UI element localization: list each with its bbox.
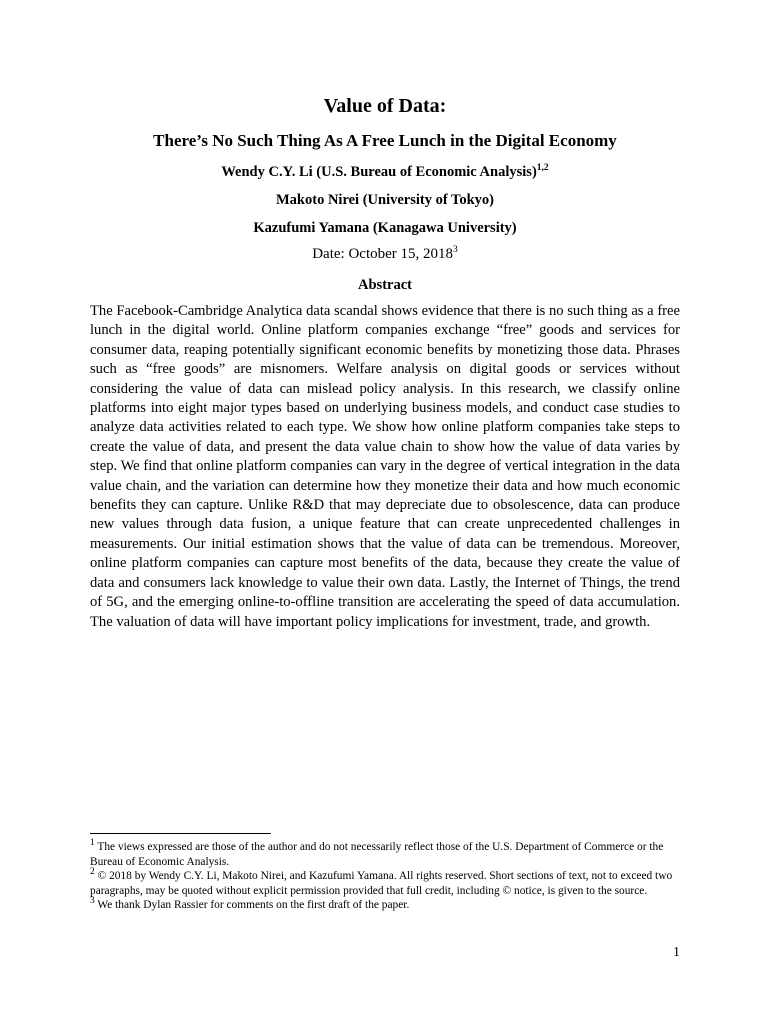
abstract-heading: Abstract	[358, 277, 412, 293]
page-number: 1	[673, 945, 680, 960]
footnote-text-2: © 2018 by Wendy C.Y. Li, Makoto Nirei, and Kazufumi Yamana. All rights reserved. Short sections of text, not to exceed two paragraphs, may be quoted without explicit permission provided that full credit, including © notice, is given to the source.	[90, 870, 673, 897]
footnote-1	[90, 840, 680, 869]
author-name-2: Makoto Nirei (University of Tokyo)	[275, 192, 495, 208]
abstract-body: The Facebook-Cambridge Analytica data scandal shows evidence that there is no such thing as a free lunch in the digital world. Online platform companies exchange “free” goods and services for consumer data, reaping potentially significant economic benefits by monetizing those data. Phrases such as “free goods” are misnomers. Welfare analysis on digital goods or services without considering the value of data can mislead policy analysis. In this research, we classify online platforms into eight major types based on underlying business models, and conduct case studies to analyze data activities related to each type. We show how online platform companies take steps to create the value of data, and present the data value chain to show how the value of data varies by step. We find that online platform companies can vary in the degree of vertical integration in the data value chain, and the variation can determine how they monetize their data and how much economic benefits they can capture. Unlike R&D that may depreciate due to obsolescence, data can produce new values through data fusion, a unique feature that can create unprecedented challenges in measurements. Our initial estimation shows that the value of data can be tremendous. Moreover, online platform companies can capture most benefits of the data, because they create the value of data and consumers lack knowledge to value their own data. Lastly, the Internet of Things, the trend of 5G, and the emerging online-to-offline transition are accelerating the speed of data accumulation. The valuation of data will have important policy implications for investment, trade, and growth.	[90, 303, 680, 630]
author-line-2	[0, 190, 770, 210]
footnote-separator	[90, 833, 271, 834]
date-text: Date: October 15, 2018	[312, 246, 454, 262]
footnotes	[90, 840, 680, 913]
footnote-2	[90, 869, 680, 898]
author-footnote-mark-1: 1,2	[536, 163, 549, 174]
footnote-mark-1: 1	[90, 838, 95, 849]
footnote-mark-3: 3	[90, 896, 95, 907]
author-line-3	[0, 218, 770, 238]
footnote-mark-2: 2	[90, 867, 95, 878]
date-footnote-mark: 3	[453, 245, 458, 255]
author-name-1: Wendy C.Y. Li (U.S. Bureau of Economic Analysis)	[221, 164, 537, 180]
author-line-1	[0, 162, 770, 182]
paper-subtitle: There’s No Such Thing As A Free Lunch in the Digital Economy	[153, 131, 617, 150]
author-name-3: Kazufumi Yamana (Kanagawa University)	[253, 220, 517, 236]
paper-title: Value of Data:	[323, 95, 447, 117]
paper-date	[0, 244, 770, 264]
footnote-3	[90, 898, 680, 913]
footnote-text-3: We thank Dylan Rassier for comments on the first draft of the paper.	[94, 899, 410, 912]
footnote-text-1: The views expressed are those of the author and do not necessarily reflect those of the U.S. Department of Commerce or the Bureau of Economic Analysis.	[90, 841, 664, 868]
